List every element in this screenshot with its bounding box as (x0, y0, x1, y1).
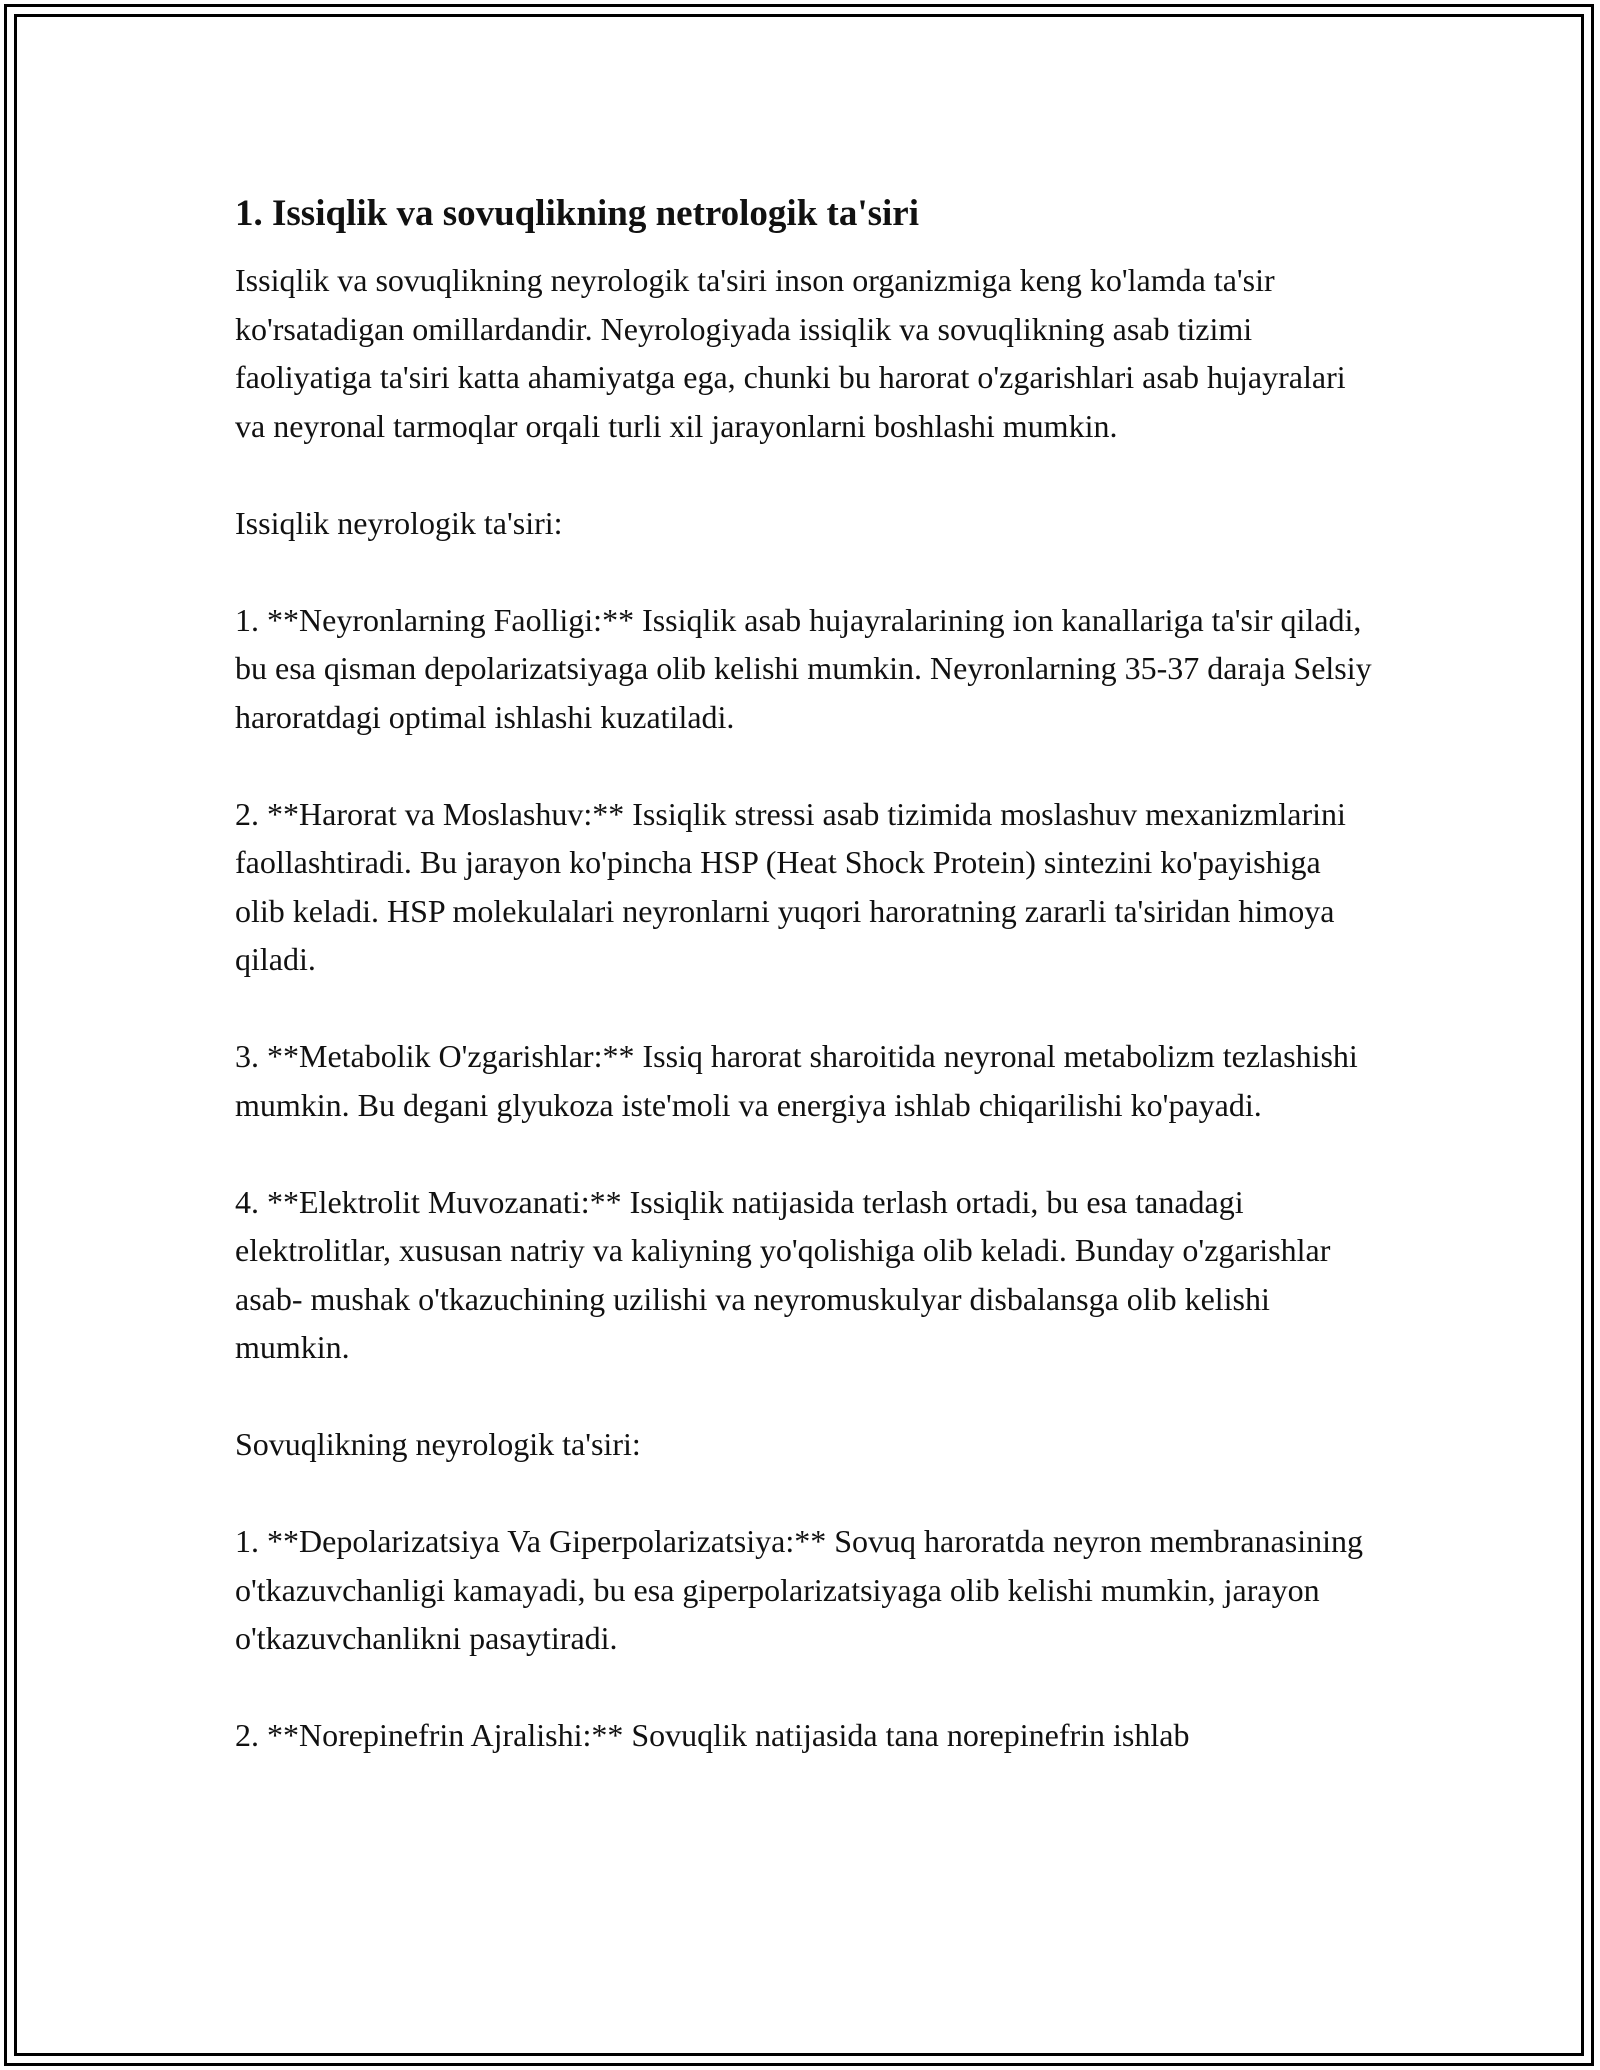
document-body (235, 180, 1375, 1808)
intro-paragraph: Issiqlik va sovuqlikning neyrologik ta'siri inson organizmiga keng ko'lamda ta'sir ko'rsatadigan omillardandir. Neyrologiyada issiqlik va sovuqlikning asab tizimi faoliyatiga ta'siri katta ahamiyatga ega, chunki bu harorat o'zgarishlari asab hujayralari va neyronal tarmoqlar orqali turli xil jarayonlarni boshlashi mumkin. (235, 262, 1346, 444)
list-item: 2. **Harorat va Moslashuv:** Issiqlik stressi asab tizimida moslashuv mexanizmlarini faollashtiradi. Bu jarayon ko'pincha HSP (Heat Shock Protein) sintezini ko'payishiga olib keladi. HSP molekulalari neyronlarni yuqori haroratning zararli ta'siridan himoya qiladi. (235, 795, 1346, 977)
list-item: 1. **Depolarizatsiya Va Giperpolarizatsiya:** Sovuq haroratda neyron membranasining o'tkazuvchanligi kamayadi, bu esa giperpolarizatsiyaga olib kelishi mumkin, jarayon o'tkazuvchanlikni pasaytiradi. (235, 1523, 1363, 1656)
document-title: 1. Issiqlik va sovuqlikning netrologik ta'siri (235, 193, 920, 234)
section-heading-heat: Issiqlik neyrologik ta'siri: (235, 504, 563, 541)
list-item: 1. **Neyronlarning Faolligi:** Issiqlik asab hujayralarining ion kanallariga ta'sir qiladi, bu esa qisman depolarizatsiyaga olib kelishi mumkin. Neyronlarning 35-37 daraja Selsiy haroratdagi optimal ishlashi kuzatiladi. (235, 601, 1372, 735)
section-heading-cold: Sovuqlikning neyrologik ta'siri: (235, 1426, 641, 1462)
list-item: 3. **Metabolik O'zgarishlar:** Issiq harorat sharoitida neyronal metabolizm tezlashishi mumkin. Bu degani glyukoza iste'moli va energiya ishlab chiqarilishi ko'payadi. (235, 1038, 1358, 1123)
list-item: 2. **Norepinefrin Ajralishi:** Sovuqlik natijasida tana norepinefrin ishlab (235, 1717, 1190, 1753)
list-item: 4. **Elektrolit Muvozanati:** Issiqlik natijasida terlash ortadi, bu esa tanadagi elektrolitlar, xususan natriy va kaliyning yo'qolishiga olib keladi. Bunday o'zgarishlar asab- mushak o'tkazuchining uzilishi va neyromuskulyar disbalansga olib kelishi mumkin. (235, 1183, 1331, 1365)
